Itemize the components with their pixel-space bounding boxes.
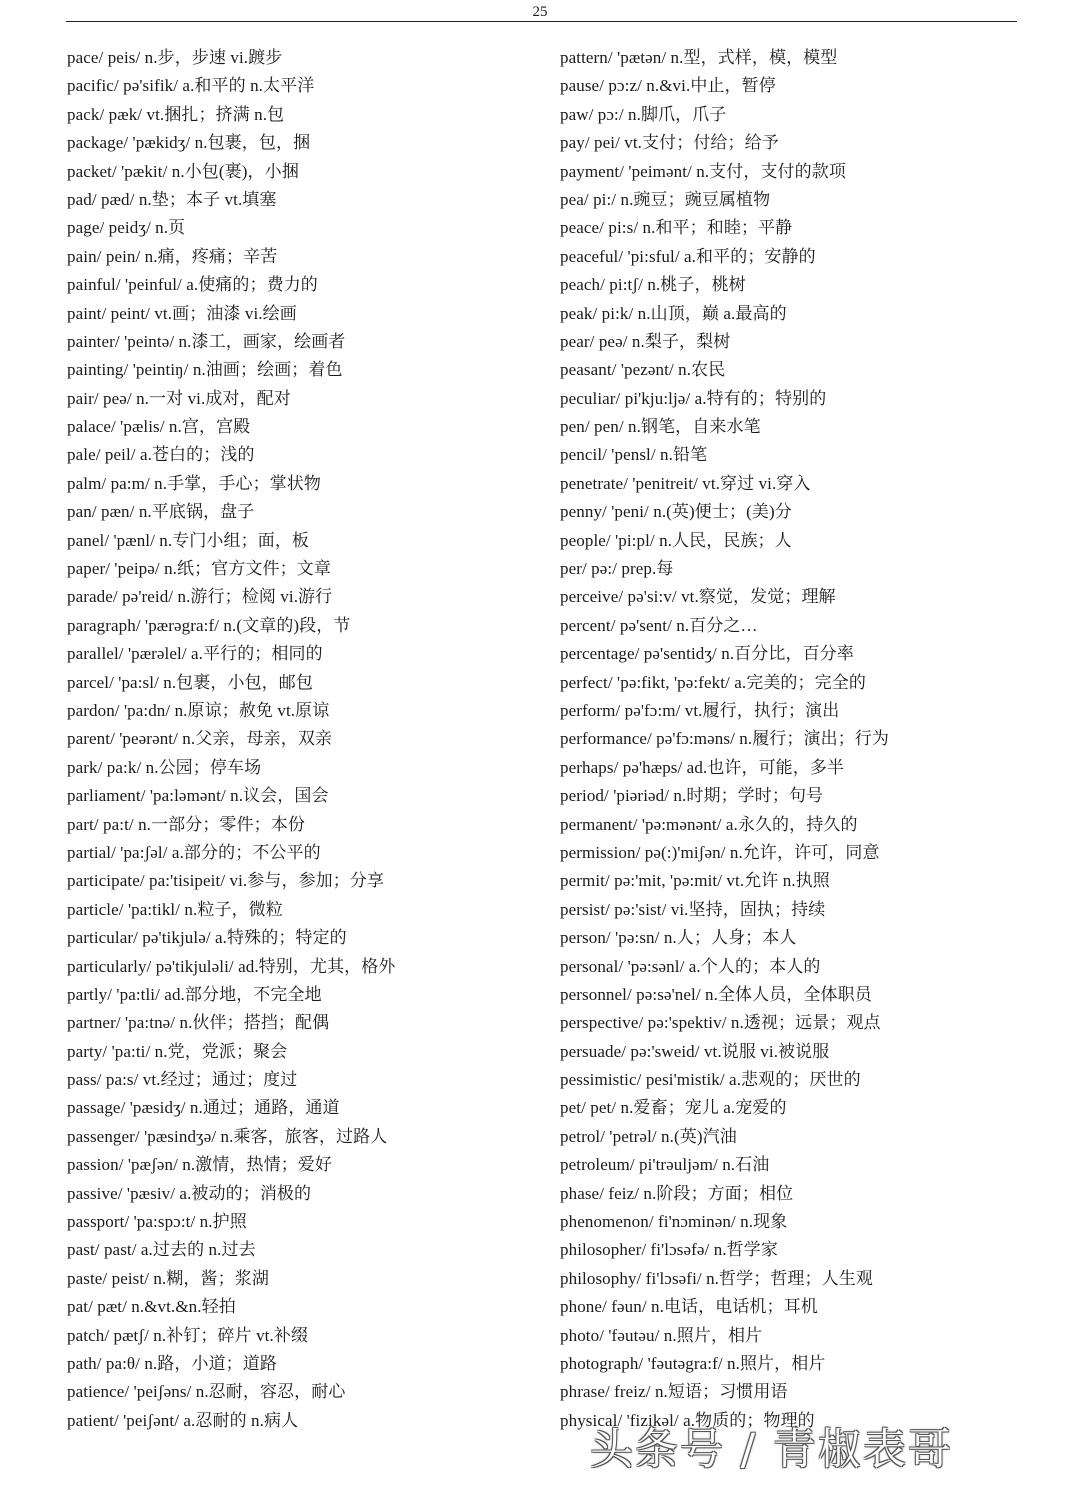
left-vocabulary-column (67, 44, 547, 1435)
vocabulary-entry: performance/ pə'fɔ:məns/ n.履行；演出；行为 (560, 729, 890, 749)
vocabulary-entry: per/ pə:/ prep.每 (560, 559, 674, 579)
vocabulary-entry: partial/ 'pa:ʃəl/ a.部分的；不公平的 (67, 842, 321, 862)
header-rule (66, 21, 1017, 22)
vocabulary-entry: panel/ 'pænl/ n.专门小组；面，板 (67, 530, 310, 550)
vocabulary-entry: pet/ pet/ n.爱畜；宠儿 a.宠爱的 (560, 1098, 787, 1118)
right-vocabulary-column (560, 44, 1040, 1435)
vocabulary-entry: painting/ 'peintiŋ/ n.油画；绘画；着色 (67, 360, 343, 380)
vocabulary-entry: passive/ 'pæsiv/ a.被动的；消极的 (67, 1183, 312, 1203)
vocabulary-entry: paragraph/ 'pærəgra:f/ n.(文章的)段，节 (67, 615, 351, 635)
vocabulary-entry: party/ 'pa:ti/ n.党，党派；聚会 (67, 1041, 288, 1061)
vocabulary-entry: patient/ 'peiʃənt/ a.忍耐的 n.病人 (67, 1410, 299, 1430)
vocabulary-entry: pay/ pei/ vt.支付；付给；给予 (560, 133, 779, 153)
vocabulary-entry: person/ 'pə:sn/ n.人；人身；本人 (560, 928, 797, 948)
vocabulary-entry: peach/ pi:tʃ/ n.桃子，桃树 (560, 275, 746, 295)
vocabulary-entry: partly/ 'pa:tli/ ad.部分地，不完全地 (67, 984, 322, 1004)
vocabulary-entry: penetrate/ 'penitreit/ vt.穿过 vi.穿入 (560, 473, 811, 493)
vocabulary-entry: park/ pa:k/ n.公园；停车场 (67, 757, 262, 777)
vocabulary-entry: painful/ 'peinful/ a.使痛的；费力的 (67, 275, 318, 295)
vocabulary-entry: percentage/ pə'sentidʒ/ n.百分比，百分率 (560, 644, 854, 664)
vocabulary-entry: payment/ 'peimənt/ n.支付，支付的款项 (560, 161, 846, 181)
vocabulary-entry: parade/ pə'reid/ n.游行；检阅 vi.游行 (67, 587, 333, 607)
vocabulary-entry: parcel/ 'pa:sl/ n.包裹，小包，邮包 (67, 672, 313, 692)
vocabulary-entry: partner/ 'pa:tnə/ n.伙伴；搭挡；配偶 (67, 1013, 330, 1033)
vocabulary-entry: petrol/ 'petrəl/ n.(英)汽油 (560, 1126, 737, 1146)
vocabulary-entry: personnel/ pə:sə'nel/ n.全体人员，全体职员 (560, 984, 872, 1004)
vocabulary-entry: peasant/ 'pezənt/ n.农民 (560, 360, 726, 380)
vocabulary-entry: packet/ 'pækit/ n.小包(裹)，小捆 (67, 161, 299, 181)
vocabulary-entry: pad/ pæd/ n.垫；本子 vt.填塞 (67, 189, 277, 209)
vocabulary-entry: perhaps/ pə'hæps/ ad.也许，可能，多半 (560, 757, 845, 777)
vocabulary-entry: pass/ pa:s/ vt.经过；通过；度过 (67, 1070, 298, 1090)
vocabulary-entry: pea/ pi:/ n.豌豆；豌豆属植物 (560, 189, 771, 209)
vocabulary-entry: painter/ 'peintə/ n.漆工，画家，绘画者 (67, 331, 346, 351)
vocabulary-entry: particular/ pə'tikjulə/ a.特殊的；特定的 (67, 928, 347, 948)
vocabulary-entry: petroleum/ pi'trəuljəm/ n.石油 (560, 1155, 770, 1175)
vocabulary-entry: photograph/ 'fəutəgra:f/ n.照片，相片 (560, 1353, 826, 1373)
vocabulary-entry: participate/ pa:'tisipeit/ vi.参与，参加；分享 (67, 871, 385, 891)
vocabulary-entry: pacific/ pə'sifik/ a.和平的 n.太平洋 (67, 76, 315, 96)
vocabulary-entry: paper/ 'peipə/ n.纸；官方文件；文章 (67, 559, 331, 579)
vocabulary-entry: pause/ pɔ:z/ n.&vi.中止，暂停 (560, 76, 776, 96)
vocabulary-entry: pack/ pæk/ vt.捆扎；挤满 n.包 (67, 104, 285, 124)
vocabulary-entry: permission/ pə(:)'miʃən/ n.允许，许可，同意 (560, 842, 880, 862)
vocabulary-entry: permit/ pə:'mit, 'pə:mit/ vt.允许 n.执照 (560, 871, 830, 891)
vocabulary-entry: perceive/ pə'si:v/ vt.察觉，发觉；理解 (560, 587, 836, 607)
vocabulary-entry: photo/ 'fəutəu/ n.照片，相片 (560, 1325, 763, 1345)
vocabulary-entry: phrase/ freiz/ n.短语；习惯用语 (560, 1382, 788, 1402)
vocabulary-entry: particle/ 'pa:tikl/ n.粒子，微粒 (67, 899, 283, 919)
vocabulary-entry: phenomenon/ fi'nɔminən/ n.现象 (560, 1212, 788, 1232)
vocabulary-entry: parallel/ 'pærəlel/ a.平行的；相同的 (67, 644, 323, 664)
vocabulary-entry: pain/ pein/ n.痛，疼痛；辛苦 (67, 246, 278, 266)
vocabulary-entry: perspective/ pə:'spektiv/ n.透视；远景；观点 (560, 1013, 881, 1033)
vocabulary-entry: palace/ 'pælis/ n.宫，宫殿 (67, 417, 251, 437)
vocabulary-entry: pessimistic/ pesi'mistik/ a.悲观的；厌世的 (560, 1070, 861, 1090)
vocabulary-entry: pair/ peə/ n.一对 vi.成对，配对 (67, 388, 291, 408)
vocabulary-entry: permanent/ 'pə:mənənt/ a.永久的，持久的 (560, 814, 858, 834)
vocabulary-entry: penny/ 'peni/ n.(英)便士；(美)分 (560, 502, 792, 522)
vocabulary-entry: pattern/ 'pætən/ n.型，式样，模，模型 (560, 48, 838, 67)
vocabulary-entry: physical/ 'fizikəl/ a.物质的；物理的 (560, 1410, 815, 1430)
vocabulary-entry: peak/ pi:k/ n.山顶，巅 a.最高的 (560, 303, 787, 323)
vocabulary-entry: peculiar/ pi'kju:ljə/ a.特有的；特别的 (560, 388, 827, 408)
vocabulary-entry: period/ 'piəriəd/ n.时期；学时；句号 (560, 786, 824, 806)
vocabulary-entry: path/ pa:θ/ n.路，小道；道路 (67, 1353, 277, 1373)
vocabulary-entry: pace/ peis/ n.步，步速 vi.踱步 (67, 48, 283, 67)
vocabulary-entry: personal/ 'pə:sənl/ a.个人的；本人的 (560, 956, 821, 976)
vocabulary-entry: people/ 'pi:pl/ n.人民，民族；人 (560, 530, 792, 550)
vocabulary-entry: parent/ 'peərənt/ n.父亲，母亲，双亲 (67, 729, 333, 749)
vocabulary-entry: percent/ pə'sent/ n.百分之… (560, 615, 758, 635)
vocabulary-entry: pan/ pæn/ n.平底锅，盘子 (67, 502, 255, 522)
vocabulary-entry: palm/ pa:m/ n.手掌，手心；掌状物 (67, 473, 321, 493)
vocabulary-entry: peaceful/ 'pi:sful/ a.和平的；安静的 (560, 246, 816, 266)
watermark: 头条号 / 青椒表哥 (590, 1425, 953, 1475)
vocabulary-entry: phase/ feiz/ n.阶段；方面；相位 (560, 1183, 794, 1203)
vocabulary-entry: package/ 'pækidʒ/ n.包裹，包，捆 (67, 133, 311, 153)
vocabulary-entry: particularly/ pə'tikjuləli/ ad.特别，尤其，格外 (67, 956, 396, 976)
vocabulary-entry: pen/ pen/ n.钢笔，自来水笔 (560, 417, 761, 437)
vocabulary-entry: peace/ pi:s/ n.和平；和睦；平静 (560, 218, 793, 238)
vocabulary-entry: persuade/ pə:'sweid/ vt.说服 vi.被说服 (560, 1041, 830, 1061)
vocabulary-entry: philosopher/ fi'lɔsəfə/ n.哲学家 (560, 1240, 778, 1260)
vocabulary-entry: paw/ pɔ:/ n.脚爪，爪子 (560, 104, 727, 124)
vocabulary-entry: passion/ 'pæʃən/ n.激情，热情；爱好 (67, 1155, 333, 1175)
vocabulary-entry: paste/ peist/ n.糊，酱；浆湖 (67, 1268, 269, 1288)
vocabulary-entry: pencil/ 'pensl/ n.铅笔 (560, 445, 708, 465)
vocabulary-entry: passage/ 'pæsidʒ/ n.通过；通路，通道 (67, 1098, 340, 1118)
vocabulary-entry: patch/ pætʃ/ n.补钉；碎片 vt.补缀 (67, 1325, 309, 1345)
vocabulary-entry: phone/ fəun/ n.电话，电话机；耳机 (560, 1297, 818, 1317)
vocabulary-entry: perfect/ 'pə:fikt, 'pə:fekt/ a.完美的；完全的 (560, 672, 866, 692)
vocabulary-entry: pardon/ 'pa:dn/ n.原谅；赦免 vt.原谅 (67, 700, 330, 720)
vocabulary-entry: persist/ pə:'sist/ vi.坚持，固执；持续 (560, 899, 826, 919)
vocabulary-entry: passenger/ 'pæsindʒə/ n.乘客，旅客，过路人 (67, 1126, 388, 1146)
vocabulary-entry: page/ peidʒ/ n.页 (67, 218, 186, 238)
vocabulary-entry: past/ past/ a.过去的 n.过去 (67, 1240, 256, 1260)
vocabulary-entry: patience/ 'peiʃəns/ n.忍耐，容忍，耐心 (67, 1382, 346, 1402)
vocabulary-entry: paint/ peint/ vt.画；油漆 vi.绘画 (67, 303, 297, 323)
vocabulary-entry: pat/ pæt/ n.&vt.&n.轻拍 (67, 1297, 236, 1317)
vocabulary-entry: part/ pa:t/ n.一部分；零件；本份 (67, 814, 305, 834)
vocabulary-entry: perform/ pə'fɔ:m/ vt.履行，执行；演出 (560, 700, 840, 720)
vocabulary-entry: passport/ 'pa:spɔ:t/ n.护照 (67, 1212, 247, 1232)
page-number: 25 (532, 4, 548, 20)
vocabulary-entry: pear/ peə/ n.梨子，梨树 (560, 331, 731, 351)
vocabulary-entry: parliament/ 'pa:ləmənt/ n.议会，国会 (67, 786, 329, 806)
vocabulary-entry: pale/ peil/ a.苍白的；浅的 (67, 445, 255, 465)
vocabulary-entry: philosophy/ fi'lɔsəfi/ n.哲学；哲理；人生观 (560, 1268, 873, 1288)
